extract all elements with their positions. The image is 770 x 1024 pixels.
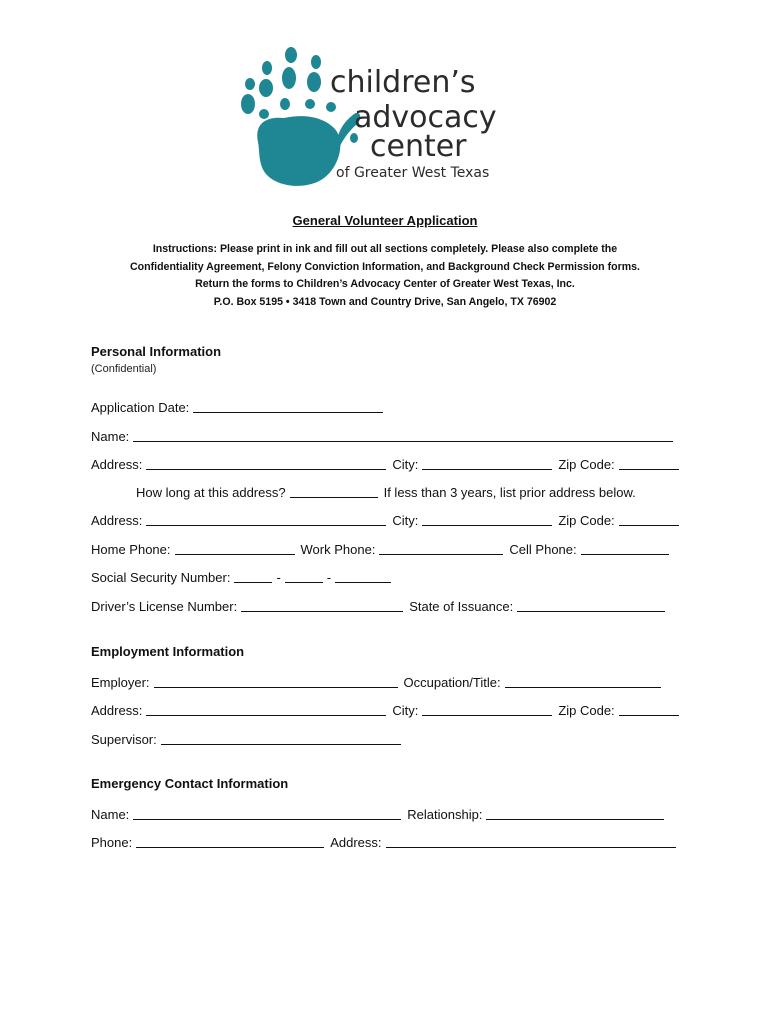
prior-city-label: City: [392,513,419,528]
emergency-address-label: Address: [330,835,382,850]
prior-city-field[interactable] [422,512,552,526]
application-date-field[interactable] [193,399,383,413]
application-date-row [91,397,383,415]
phones-row [91,539,669,557]
occupation-field[interactable] [505,674,661,688]
confidential-note: (Confidential) [91,363,157,375]
employer-field[interactable] [154,674,398,688]
personal-info-heading: Personal Information [91,344,222,359]
home-phone-field[interactable] [175,541,295,555]
ssn-dash: - [326,570,332,585]
emergency-phone-row [91,832,676,850]
work-phone-label: Work Phone: [300,542,376,557]
supervisor-field[interactable] [161,731,401,745]
work-phone-field[interactable] [379,541,503,555]
prior-address-label: Address: [91,513,143,528]
how-long-field[interactable] [290,484,378,498]
prior-zip-field[interactable] [619,512,679,526]
employer-address-field[interactable] [146,702,386,716]
instruction-line: P.O. Box 5195 • 3418 Town and Country Drive, San Angelo, TX 76902 [213,295,557,308]
name-label: Name: [91,429,130,444]
ssn-part-3-field[interactable] [335,569,391,583]
employer-zip-field[interactable] [619,702,679,716]
ssn-label: Social Security Number: [91,570,231,585]
how-long-label: How long at this address? [136,485,286,500]
instruction-line: Return the forms to Children’s Advocacy Center of Greater West Texas, Inc. [195,278,575,290]
address-row [91,454,679,472]
instructions [0,241,770,311]
relationship-label: Relationship: [407,807,483,822]
emergency-name-field[interactable] [133,806,401,820]
city-field[interactable] [422,456,552,470]
zip-label: Zip Code: [558,457,615,472]
supervisor-label: Supervisor: [91,732,157,747]
drivers-license-row [91,596,665,614]
ssn-part-1-field[interactable] [234,569,272,583]
occupation-label: Occupation/Title: [403,675,501,690]
prior-address-field[interactable] [146,512,386,526]
form-title: General Volunteer Application [292,213,478,228]
organization-logo [236,42,536,190]
state-issuance-label: State of Issuance: [409,599,514,614]
drivers-license-label: Driver’s License Number: [91,599,238,614]
emergency-address-field[interactable] [386,834,676,848]
relationship-field[interactable] [486,806,664,820]
employer-label: Employer: [91,675,150,690]
logo-line-4: of Greater West Texas [336,165,490,181]
home-phone-label: Home Phone: [91,542,171,557]
prior-address-note: If less than 3 years, list prior address below. [383,485,636,500]
supervisor-row [91,729,401,747]
ssn-part-2-field[interactable] [285,569,323,583]
employer-address-label: Address: [91,703,143,718]
address-label: Address: [91,457,143,472]
logo-line-3: center [370,129,467,164]
prior-address-row [91,510,679,528]
employer-zip-label: Zip Code: [558,703,615,718]
cell-phone-field[interactable] [581,541,669,555]
logo-line-2: advocacy [354,100,497,135]
name-field[interactable] [133,428,673,442]
emergency-phone-label: Phone: [91,835,133,850]
emergency-name-row [91,804,664,822]
how-long-row [136,482,636,500]
cell-phone-label: Cell Phone: [509,542,577,557]
ssn-dash: - [276,570,281,585]
employer-address-row [91,700,679,718]
instruction-line: Confidentiality Agreement, Felony Conviction Information, and Background Check Permission forms. [130,260,640,273]
emergency-name-label: Name: [91,807,130,822]
emergency-contact-heading: Emergency Contact Information [91,776,289,791]
city-label: City: [392,457,419,472]
prior-zip-label: Zip Code: [558,513,615,528]
instruction-line: Instructions: Please print in ink and fill out all sections completely. Please also complete the [152,243,618,255]
ssn-row [91,567,391,585]
employment-info-heading: Employment Information [91,644,245,659]
application-date-label: Application Date: [91,400,190,415]
drivers-license-field[interactable] [241,598,403,612]
state-issuance-field[interactable] [517,598,665,612]
employer-city-field[interactable] [422,702,552,716]
employer-city-label: City: [392,703,419,718]
zip-field[interactable] [619,456,679,470]
logo-line-1: children’s [330,65,476,100]
employer-row [91,672,661,690]
emergency-phone-field[interactable] [136,834,324,848]
name-row [91,426,673,444]
logo-graphic [236,42,536,190]
address-field[interactable] [146,456,386,470]
